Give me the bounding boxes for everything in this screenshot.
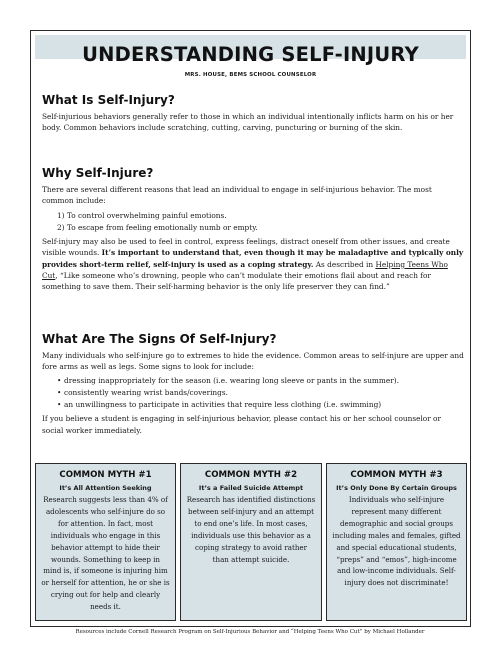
section-intro: Many individuals who self-injure go to extremes to hide the evidence. Common areas to self-injure are upper and fore arms as well as legs. Some signs to look for include: [42, 351, 464, 372]
myth-card-3 [326, 463, 467, 621]
reasons-list [57, 210, 464, 234]
myth-heading: COMMON MYTH #1 [59, 470, 152, 480]
myth-subtitle: It’s a Failed Suicide Attempt [198, 484, 304, 492]
myths-row [35, 463, 467, 621]
myth-subtitle: It’s All Attention Seeking [59, 484, 152, 492]
section-body: Self-injurious behaviors generally refer to those in which an individual intentionally inflicts harm on his or her body. Common behaviors include scratching, cutting, carving, puncturing or burning of the skin. [42, 112, 454, 133]
section-intro: There are several different reasons that lead an individual to engage in self-injurious behavior. The most common include: [42, 185, 432, 206]
page-title: UNDERSTANDING SELF-INJURY [82, 43, 419, 66]
myth-body: Individuals who self-injure represent many different demographic and social groups including males and females, gifted and special educational students, “preps” and “emos”, high-income and low-income individuals. Self-injury does not discriminate! [332, 495, 461, 588]
list-item: • dressing inappropriately for the season (i.e. wearing long sleeve or pants in the summer). [57, 375, 464, 386]
myth-body: Research has identified distinctions between self-injury and an attempt to end one’s life. In most cases, individuals use this behavior as a coping strategy to avoid rather than attempt suicide. [186, 495, 316, 564]
myth-body: Research suggests less than 4% of adolescents who self-injure do so for attention. In fact, most individuals who engage in this behavior attempt to hide their wounds. Something to keep in mind is, if someone is injuring him or herself for attention, he or she is crying out for help and clearly needs it. [41, 495, 170, 612]
myth-card-2 [180, 463, 322, 621]
emphasis-text: It’s important to understand that, even though it may be maladaptive and typically only provides short-term relief, self-injury is used as a coping strategy. [42, 248, 464, 269]
book-title: Helping Teens Who Cut [42, 259, 448, 281]
section-heading: Why Self-Injure? [42, 166, 154, 180]
author-byline: MRS. HOUSE, BEMS SCHOOL COUNSELOR [184, 72, 317, 78]
flyer-page [30, 30, 471, 627]
section-what-is [42, 93, 464, 134]
resources-footer: Resources include Cornell Research Program on Self-Injurious Behavior and “Helping Teens Who Cut” by Michael Hollander [75, 629, 425, 635]
section-heading: What Are The Signs Of Self-Injury? [42, 332, 277, 346]
myth-heading: COMMON MYTH #2 [204, 470, 298, 480]
signs-list [57, 375, 464, 411]
section-body [42, 236, 464, 292]
section-signs [42, 332, 464, 436]
section-why [42, 166, 464, 293]
quote-text: , “Like someone who’s drowning, people who can’t modulate their emotions flail about and reach for something to save them. Their self-harming behavior is the only life preserver they can find.” [42, 271, 431, 292]
list-item: • consistently wearing wrist bands/coverings. [57, 387, 464, 398]
myth-heading: COMMON MYTH #3 [350, 470, 443, 480]
body-text: Self-injury may also be used to feel in control, express feelings, distract oneself from other issues, and create visible wounds. [42, 237, 450, 258]
body-text: As described in [313, 259, 376, 269]
list-item: 2) To escape from feeling emotionally numb or empty. [57, 222, 258, 232]
myth-subtitle: It’s Only Done By Certain Groups [336, 484, 457, 492]
myth-card-1 [35, 463, 176, 621]
section-heading: What Is Self-Injury? [42, 93, 175, 107]
list-item: • an unwillingness to participate in activities that require less clothing (i.e. swimming) [57, 399, 464, 410]
section-closing: If you believe a student is engaging in self-injurious behavior, please contact his or her school counselor or social worker immediately. [42, 414, 441, 435]
list-item: 1) To control overwhelming painful emotions. [57, 210, 227, 220]
